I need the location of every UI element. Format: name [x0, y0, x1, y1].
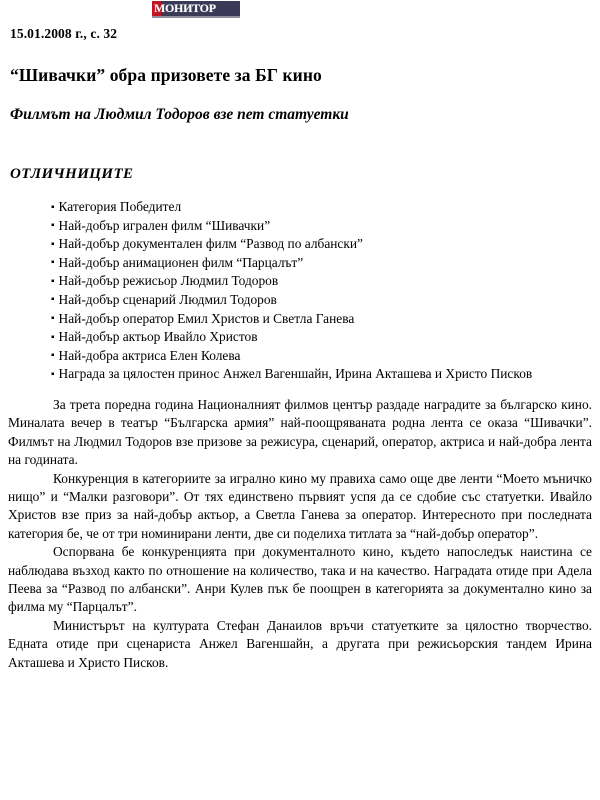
- list-item: [6, 217, 594, 236]
- masthead: [6, 0, 594, 22]
- bullet-icon: ▪: [51, 275, 55, 287]
- list-item: [6, 198, 594, 217]
- list-item: [6, 328, 594, 347]
- dateline: 15.01.2008 г., с. 32: [10, 26, 118, 41]
- award-text: Категория Победител: [58, 199, 182, 214]
- logo-wordmark: МОНИТОР: [154, 1, 216, 15]
- bullet-icon: ▪: [51, 201, 55, 213]
- body-paragraph: За трета поредна година Националният филмов център раздаде наградите за българско кино. Миналата вечер в театър “Българска армия” най-поощряваната родна лента се оказа “Шивачки”. Филмът на Людмил Тодоров взе призове за режисура, сценарий, оператор, актриса и най-добра лента на годината.: [8, 396, 592, 468]
- bullet-icon: ▪: [51, 350, 55, 362]
- body-paragraph: Министърът на културата Стефан Данаилов връчи статуетките за цялостно творчество. Едната отиде при сценариста Анжел Вагеншайн, а другата при режисьорския тандем Ирина Акташева и Христо Писков.: [8, 617, 592, 670]
- award-text: Най-добър игрален филм “Шивачки”: [58, 217, 271, 233]
- bullet-icon: ▪: [51, 257, 55, 269]
- bullet-icon: ▪: [51, 368, 55, 380]
- award-text: Най-добър анимационен филм “Парцалът”: [58, 254, 304, 270]
- section-heading-winners: ОТЛИЧНИЦИТЕ: [10, 166, 134, 182]
- subheadline: Филмът на Людмил Тодоров взе пет статуетки: [10, 106, 349, 123]
- body-paragraph: Оспорвана бе конкуренцията при документалното кино, където напоследък наистина се наблюдава възход както по отношение на количество, така и на качество. Наградата отиде при Адела Пеева за “Развод по албански”. Анри Кулев пък бе поощрен в категорията за документално кино за филма му “Парцалът”.: [8, 544, 592, 615]
- award-text: Най-добър оператор Емил Христов и Светла Ганева: [58, 310, 355, 326]
- awards-list: [6, 198, 594, 384]
- list-item: [6, 291, 594, 310]
- monitor-logo: [152, 1, 240, 18]
- bullet-icon: ▪: [51, 331, 55, 343]
- list-item: [6, 310, 594, 329]
- award-text: Най-добър актьор Ивайло Христов: [58, 329, 258, 345]
- list-item: [6, 254, 594, 273]
- page-title: “Шивачки” обра призовете за БГ кино: [10, 65, 322, 85]
- list-item: [6, 272, 594, 291]
- list-item: [6, 365, 594, 384]
- bullet-icon: ▪: [51, 220, 55, 232]
- article-body: [6, 396, 594, 672]
- list-item: [6, 347, 594, 366]
- bullet-icon: ▪: [51, 313, 55, 325]
- award-text: Най-добър сценарий Людмил Тодоров: [58, 291, 277, 307]
- award-text: Най-добър режисьор Людмил Тодоров: [58, 273, 279, 289]
- body-paragraph: Конкуренция в категориите за игрално кино му правиха само още две ленти “Моето мъничко нищо” и “Малки разговори”. От тях единствено първият успя да се сдобие със статуетки. Ивайло Христов взе приз за най-добър актьор, а Светла Ганева за оператор. Интересното при последната категория бе, че от три номинирани ленти, две си поделиха титлата за “най-добър оператор”.: [8, 470, 592, 541]
- award-text: Награда за цялостен принос Анжел Вагеншайн, Ирина Акташева и Христо Писков: [58, 366, 533, 382]
- list-item: [6, 235, 594, 254]
- bullet-icon: ▪: [51, 294, 55, 306]
- award-text: Най-добра актриса Елен Колева: [58, 347, 241, 363]
- bullet-icon: ▪: [51, 238, 55, 250]
- award-text: Най-добър документален филм “Развод по албански”: [58, 236, 363, 252]
